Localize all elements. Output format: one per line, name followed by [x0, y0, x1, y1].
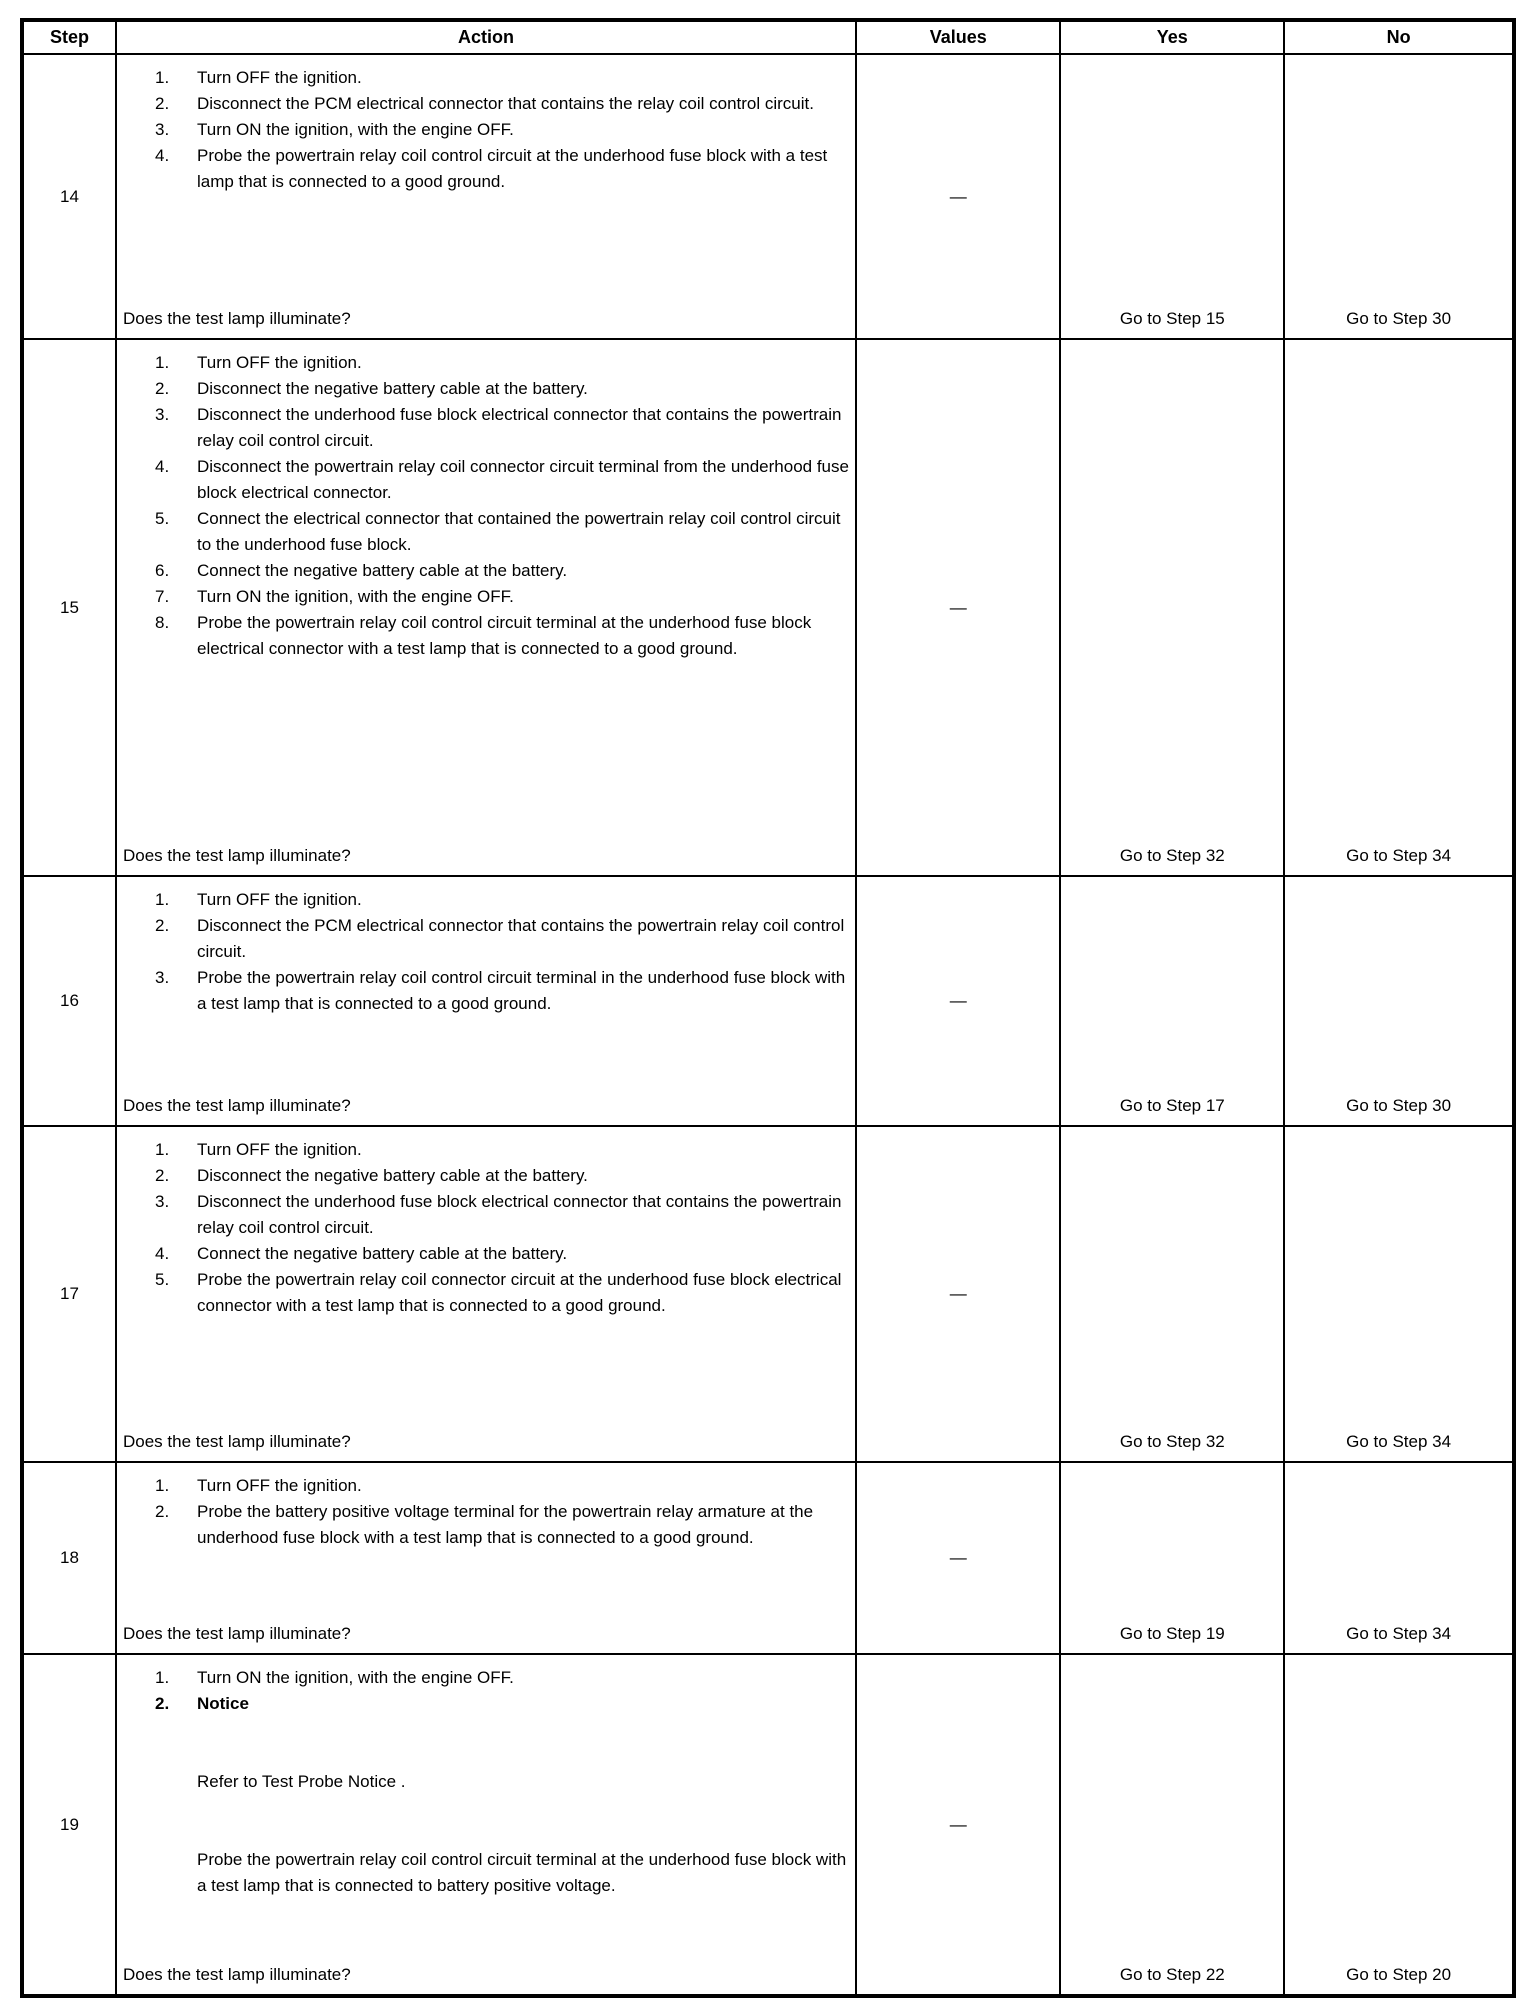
action-cell: [116, 1462, 856, 1654]
action-item: Connect the electrical connector that contained the powertrain relay coil control circuit to the underhood fuse block.: [196, 509, 841, 554]
action-item: Disconnect the underhood fuse block electrical connector that contains the powertrain relay coil control circuit.: [196, 1192, 842, 1237]
no-cell: [1284, 54, 1514, 339]
step-number: 14: [22, 54, 116, 339]
action-item: Turn OFF the ignition.: [196, 1476, 362, 1495]
action-list: [117, 1473, 851, 1551]
action-item: Turn OFF the ignition.: [196, 353, 362, 372]
values-dash: —: [949, 1814, 967, 1834]
action-list: [117, 1665, 851, 1717]
yes-cell: [1060, 876, 1284, 1126]
table-row: [22, 1654, 1514, 1996]
step-number: 19: [22, 1654, 116, 1996]
yes-goto: Go to Step 32: [1119, 1432, 1225, 1451]
action-list: [117, 887, 851, 1017]
no-goto: Go to Step 20: [1346, 1965, 1452, 1984]
no-goto: Go to Step 30: [1346, 1096, 1452, 1115]
action-item: Connect the negative battery cable at the battery.: [196, 1244, 568, 1263]
values-cell: [856, 1126, 1060, 1462]
action-list: [117, 65, 851, 195]
step-number: 18: [22, 1462, 116, 1654]
action-item: Probe the battery positive voltage terminal for the powertrain relay armature at the underhood fuse block with a test lamp that is connected to a good ground.: [196, 1502, 814, 1547]
table-row: [22, 54, 1514, 339]
action-list: [117, 1137, 851, 1319]
action-item: Probe the powertrain relay coil connector circuit at the underhood fuse block electrical connector with a test lamp that is connected to a good ground.: [196, 1270, 842, 1315]
yes-cell: [1060, 1126, 1284, 1462]
action-cell: [116, 1654, 856, 1996]
action-paragraphs: [117, 1769, 851, 1899]
action-item: Turn ON the ignition, with the engine OFF.: [196, 120, 514, 139]
action-cell: [116, 54, 856, 339]
values-cell: [856, 1462, 1060, 1654]
table-row: [22, 339, 1514, 876]
column-header-values: Values: [856, 20, 1060, 54]
no-cell: [1284, 1462, 1514, 1654]
no-cell: [1284, 876, 1514, 1126]
values-dash: —: [949, 186, 967, 206]
action-item: Probe the powertrain relay coil control circuit terminal at the underhood fuse block electrical connector with a test lamp that is connected to a good ground.: [196, 613, 812, 658]
action-item: Probe the powertrain relay coil control circuit terminal in the underhood fuse block with a test lamp that is connected to a good ground.: [196, 968, 846, 1013]
column-header-action: Action: [116, 20, 856, 54]
no-goto: Go to Step 30: [1346, 309, 1452, 328]
no-cell: [1284, 1126, 1514, 1462]
yes-goto: Go to Step 17: [1119, 1096, 1225, 1115]
action-item: Disconnect the PCM electrical connector that contains the relay coil control circuit.: [196, 94, 814, 113]
question-text: Does the test lamp illuminate?: [122, 1624, 351, 1643]
action-item: Turn ON the ignition, with the engine OFF.: [196, 587, 514, 606]
action-item: Notice: [196, 1694, 249, 1713]
yes-goto: Go to Step 15: [1119, 309, 1225, 328]
step-number: 16: [22, 876, 116, 1126]
action-paragraph: Probe the powertrain relay coil control circuit terminal at the underhood fuse block with a test lamp that is connected to battery positive voltage.: [196, 1850, 847, 1895]
column-header-yes: Yes: [1060, 20, 1284, 54]
values-dash: —: [949, 991, 967, 1010]
diagnostic-table: [20, 18, 1516, 1998]
column-header-no: No: [1284, 20, 1514, 54]
yes-cell: [1060, 54, 1284, 339]
no-goto: Go to Step 34: [1346, 1432, 1452, 1451]
yes-goto: Go to Step 19: [1119, 1624, 1225, 1643]
action-item: Disconnect the underhood fuse block electrical connector that contains the powertrain relay coil control circuit.: [196, 405, 842, 450]
action-item: Turn OFF the ignition.: [196, 1140, 362, 1159]
values-dash: —: [949, 597, 967, 617]
action-item: Disconnect the PCM electrical connector that contains the powertrain relay coil control circuit.: [196, 916, 845, 961]
no-goto: Go to Step 34: [1346, 846, 1452, 865]
action-item: Turn ON the ignition, with the engine OFF.: [196, 1668, 514, 1687]
values-dash: —: [949, 1284, 967, 1303]
values-cell: [856, 339, 1060, 876]
values-cell: [856, 54, 1060, 339]
action-item: Turn OFF the ignition.: [196, 68, 362, 87]
action-item: Probe the powertrain relay coil control circuit at the underhood fuse block with a test lamp that is connected to a good ground.: [196, 146, 828, 191]
action-cell: [116, 1126, 856, 1462]
step-number: 15: [22, 339, 116, 876]
no-cell: [1284, 339, 1514, 876]
column-header-step: Step: [22, 20, 116, 54]
yes-goto: Go to Step 32: [1119, 846, 1225, 865]
question-text: Does the test lamp illuminate?: [122, 1096, 351, 1115]
table-row: [22, 1126, 1514, 1462]
action-item: Disconnect the negative battery cable at the battery.: [196, 1166, 588, 1185]
action-paragraph: Refer to Test Probe Notice .: [196, 1772, 406, 1791]
header-row: [22, 20, 1514, 54]
action-item: Connect the negative battery cable at the battery.: [196, 561, 568, 580]
action-item: Disconnect the powertrain relay coil connector circuit terminal from the underhood fuse block electrical connector.: [196, 457, 849, 502]
question-text: Does the test lamp illuminate?: [122, 1432, 351, 1451]
step-number: 17: [22, 1126, 116, 1462]
action-list: [117, 350, 851, 662]
action-item: Turn OFF the ignition.: [196, 890, 362, 909]
action-cell: [116, 339, 856, 876]
yes-cell: [1060, 339, 1284, 876]
question-text: Does the test lamp illuminate?: [122, 309, 351, 328]
action-item: Disconnect the negative battery cable at the battery.: [196, 379, 588, 398]
values-dash: —: [949, 1548, 967, 1567]
no-goto: Go to Step 34: [1346, 1624, 1452, 1643]
values-cell: [856, 1654, 1060, 1996]
table-row: [22, 876, 1514, 1126]
question-text: Does the test lamp illuminate?: [122, 846, 351, 865]
table-body: [22, 54, 1514, 1996]
no-cell: [1284, 1654, 1514, 1996]
action-cell: [116, 876, 856, 1126]
yes-cell: [1060, 1462, 1284, 1654]
table-row: [22, 1462, 1514, 1654]
yes-goto: Go to Step 22: [1119, 1965, 1225, 1984]
values-cell: [856, 876, 1060, 1126]
question-text: Does the test lamp illuminate?: [122, 1965, 351, 1984]
yes-cell: [1060, 1654, 1284, 1996]
